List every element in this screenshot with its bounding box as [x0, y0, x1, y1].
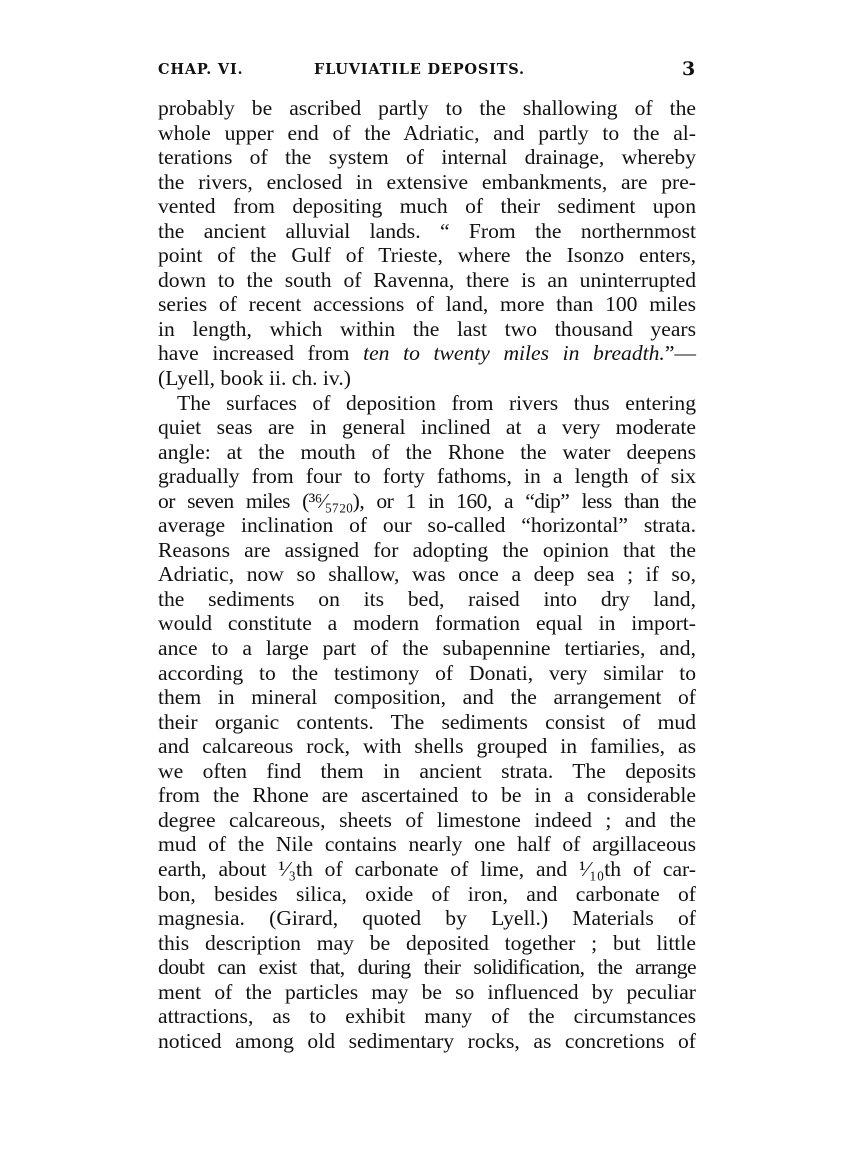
text-line: ment of the particles may be so influenced by peculiar	[158, 979, 696, 1004]
chapter-label: CHAP. VI.	[158, 61, 244, 78]
running-head	[158, 58, 696, 85]
text-line: ance to a large part of the subapennine tertiaries, and,	[158, 636, 696, 661]
text-line: and calcareous rock, with shells grouped in families, as	[158, 734, 696, 759]
text-line: this description may be deposited together ; but little	[158, 930, 696, 955]
text-line: doubt can exist that, during their solidification, the arrange	[158, 955, 696, 980]
italic-phrase: ten to twenty miles in breadth.	[363, 341, 665, 366]
text-line: average inclination of our so-called “horizontal” strata.	[158, 513, 696, 538]
text-line: have increased from ten to twenty miles in breadth.”—	[158, 341, 697, 366]
text-line: we often find them in ancient strata. The deposits	[158, 758, 696, 783]
text-line: quiet seas are in general inclined at a very moderate	[158, 415, 696, 440]
text-line: series of recent accessions of land, more than 100 miles	[158, 292, 696, 317]
text-line: in length, which within the last two thousand years	[158, 316, 696, 341]
text-line: the ancient alluvial lands. “ From the northernmost	[158, 218, 696, 243]
text-line: them in mineral composition, and the arrangement of	[158, 685, 696, 710]
text-line: point of the Gulf of Trieste, where the Isonzo enters,	[158, 243, 696, 268]
text-line: earth, about ¹⁄₃th of carbonate of lime, and ¹⁄₁₀th of car-	[158, 856, 696, 881]
text-line: noticed among old sedimentary rocks, as concretions of	[158, 1028, 696, 1053]
text-line: the sediments on its bed, raised into dry land,	[158, 586, 696, 611]
text-line: according to the testimony of Donati, very similar to	[158, 660, 696, 685]
text-line: probably be ascribed partly to the shallowing of the	[158, 96, 696, 120]
text-line: terations of the system of internal drainage, whereby	[158, 145, 696, 170]
body-text	[158, 96, 696, 1053]
text-line: would constitute a modern formation equal in import-	[158, 611, 696, 636]
text-line: mud of the Nile contains nearly one half of argillaceous	[158, 832, 696, 857]
text-line: angle: at the mouth of the Rhone the water deepens	[158, 439, 696, 464]
text-line: their organic contents. The sediments consist of mud	[158, 709, 696, 734]
page-number: 3	[681, 58, 696, 80]
text-line: gradually from four to forty fathoms, in a length of six	[158, 464, 696, 489]
text-line: down to the south of Ravenna, there is an uninterrupted	[158, 267, 696, 292]
section-title: FLUVIATILE DEPOSITS.	[314, 61, 525, 78]
text-line: The surfaces of deposition from rivers thus entering	[177, 390, 696, 415]
text-line: the rivers, enclosed in extensive embankments, are pre-	[158, 169, 696, 194]
text-line: attractions, as to exhibit many of the circumstances	[158, 1004, 696, 1029]
text-line: (Lyell, book ii. ch. iv.)	[158, 366, 351, 391]
text-line: Reasons are assigned for adopting the opinion that the	[158, 537, 696, 562]
text-line: from the Rhone are ascertained to be in a considerable	[158, 783, 696, 808]
text-line: magnesia. (Girard, quoted by Lyell.) Materials of	[158, 906, 696, 931]
text-line: bon, besides silica, oxide of iron, and carbonate of	[158, 881, 696, 906]
text-line: Adriatic, now so shallow, was once a deep sea ; if so,	[158, 562, 696, 587]
text-line: degree calcareous, sheets of limestone indeed ; and the	[158, 807, 696, 832]
text-line: or seven miles (³⁶⁄₅₇₂₀), or 1 in 160, a “dip” less than the	[158, 488, 696, 513]
text-line: vented from depositing much of their sediment upon	[158, 194, 696, 219]
text-line: whole upper end of the Adriatic, and partly to the al-	[158, 120, 696, 145]
